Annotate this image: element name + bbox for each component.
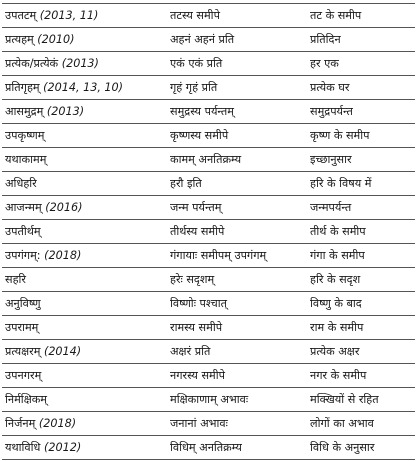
samas-word: यथाविधि	[5, 440, 41, 454]
vigraha-cell: समुद्रस्य पर्यन्तम्	[167, 100, 307, 124]
samas-word: प्रत्यक्षरम्	[5, 344, 41, 358]
vigraha-cell: जनानां अभावः	[167, 412, 307, 436]
samas-word-cell	[2, 436, 167, 460]
table-row	[2, 292, 415, 316]
samas-word-cell	[2, 124, 167, 148]
samas-word: उपरामम्	[5, 320, 39, 334]
vigraha-cell: तटस्य समीपे	[167, 4, 307, 28]
meaning-cell: तीर्थ के समीप	[307, 220, 415, 244]
table-row	[2, 172, 415, 196]
samas-word-cell	[2, 196, 167, 220]
samas-word: अधिहरि	[5, 176, 37, 190]
meaning-cell: प्रत्येक अक्षर	[307, 340, 415, 364]
samas-word: उपतीर्थम्	[5, 224, 41, 238]
samas-word: उपगंगम्:	[5, 248, 41, 262]
exam-year: (2018)	[44, 248, 82, 262]
exam-year: (2013)	[61, 56, 99, 70]
vigraha-cell: हरौ इति	[167, 172, 307, 196]
meaning-cell: लोगों का अभाव	[307, 412, 415, 436]
samas-word: उपतटम्	[5, 8, 37, 22]
table-row	[2, 100, 415, 124]
exam-year: (2018)	[38, 416, 77, 430]
samas-word: प्रत्येक/प्रत्येकं	[5, 56, 59, 70]
vigraha-cell: रामस्य समीपे	[167, 316, 307, 340]
samas-word-cell	[2, 388, 167, 412]
samas-word-cell	[2, 148, 167, 172]
samas-word-cell	[2, 172, 167, 196]
samas-word: सहरि	[5, 272, 26, 286]
table-row	[2, 220, 415, 244]
table-row	[2, 340, 415, 364]
table-row	[2, 52, 415, 76]
samas-word: उपनगरम्	[5, 368, 42, 382]
samas-word: अनुविष्णु	[5, 296, 41, 310]
samas-table-body	[2, 4, 415, 460]
samas-word-cell	[2, 268, 167, 292]
meaning-cell: कृष्ण के समीप	[307, 124, 415, 148]
vigraha-cell: हरेः सदृशम्	[167, 268, 307, 292]
meaning-cell: तट के समीप	[307, 4, 415, 28]
samas-word-cell	[2, 316, 167, 340]
table-row	[2, 388, 415, 412]
vigraha-cell: नगरस्य समीपे	[167, 364, 307, 388]
samas-word-cell	[2, 76, 167, 100]
vigraha-cell: मक्षिकाणाम् अभावः	[167, 388, 307, 412]
samas-word: उपकृष्णम्	[5, 128, 45, 142]
table-row	[2, 412, 415, 436]
table-row	[2, 364, 415, 388]
samas-word: यथाकामम्	[5, 152, 47, 166]
samas-word-cell	[2, 412, 167, 436]
table-row	[2, 4, 415, 28]
table-row	[2, 124, 415, 148]
exam-year: (2014)	[43, 344, 82, 358]
table-row	[2, 196, 415, 220]
table-row	[2, 28, 415, 52]
meaning-cell: समुद्रपर्यन्त	[307, 100, 415, 124]
meaning-cell: प्रतिदिन	[307, 28, 415, 52]
table-row	[2, 316, 415, 340]
exam-year: (2016)	[45, 200, 83, 214]
meaning-cell: मक्खियों से रहित	[307, 388, 415, 412]
vigraha-cell: गृहं गृहं प्रति	[167, 76, 307, 100]
vigraha-cell: जन्म पर्यन्तम्	[167, 196, 307, 220]
meaning-cell: नगर के समीप	[307, 364, 415, 388]
meaning-cell: जन्मपर्यन्त	[307, 196, 415, 220]
vigraha-cell: अहनं अहनं प्रति	[167, 28, 307, 52]
vigraha-cell: कृष्णस्य समीपे	[167, 124, 307, 148]
samas-word-cell	[2, 100, 167, 124]
samas-word: प्रतिगृहम्	[5, 80, 40, 94]
exam-year: (2013)	[46, 104, 85, 118]
samas-word-cell	[2, 292, 167, 316]
meaning-cell: विष्णु के बाद	[307, 292, 415, 316]
table-row	[2, 148, 415, 172]
meaning-cell: विधि के अनुसार	[307, 436, 415, 460]
table-row	[2, 268, 415, 292]
samas-word: आजन्मम्	[5, 200, 42, 214]
meaning-cell: हर एक	[307, 52, 415, 76]
samas-word-cell	[2, 52, 167, 76]
vigraha-cell: तीर्थस्य समीपे	[167, 220, 307, 244]
samas-word-cell	[2, 340, 167, 364]
vigraha-cell: विष्णोः पश्चात्	[167, 292, 307, 316]
meaning-cell: इच्छानुसार	[307, 148, 415, 172]
samas-word-cell	[2, 220, 167, 244]
samas-word-cell	[2, 4, 167, 28]
meaning-cell: राम के समीप	[307, 316, 415, 340]
samas-word-cell	[2, 244, 167, 268]
samas-word-cell	[2, 28, 167, 52]
table-row	[2, 244, 415, 268]
vigraha-cell: गंगायाः समीपम् उपगंगम्	[167, 244, 307, 268]
meaning-cell: हरि के विषय में	[307, 172, 415, 196]
table-row	[2, 436, 415, 460]
vigraha-cell: अक्षरं प्रति	[167, 340, 307, 364]
meaning-cell: हरि के सदृश	[307, 268, 415, 292]
samas-word-cell	[2, 364, 167, 388]
vigraha-cell: विधिम् अनतिक्रम्य	[167, 436, 307, 460]
samas-word: निर्जनम्	[5, 416, 36, 430]
vigraha-cell: एकं एकं प्रति	[167, 52, 307, 76]
exam-year: (2013, 11)	[39, 8, 99, 22]
exam-year: (2010)	[37, 32, 75, 46]
samas-word: आसमुद्रम्	[5, 104, 44, 118]
samas-word: निर्मक्षिकम्	[5, 392, 47, 406]
samas-word: प्रत्यहम्	[5, 32, 34, 46]
table-row	[2, 76, 415, 100]
vigraha-cell: कामम् अनतिक्रम्य	[167, 148, 307, 172]
exam-year: (2012)	[44, 440, 82, 454]
exam-year: (2014, 13, 10)	[43, 80, 124, 94]
meaning-cell: प्रत्येक घर	[307, 76, 415, 100]
samas-table	[2, 3, 415, 460]
meaning-cell: गंगा के समीप	[307, 244, 415, 268]
